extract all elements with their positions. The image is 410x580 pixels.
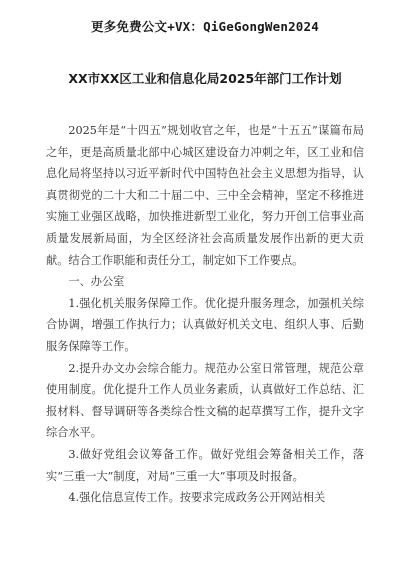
section-heading-office: 一、办公室 (68, 275, 125, 289)
promo-header: 更多免费公文+VX：QiGeGongWen2024 (91, 19, 319, 34)
list-item: 1.强化机关服务保障工作。优化提升服务理念，加强机关综合协调，增强工作执行力；认真做好机关文电、组织人事、后勤服务保障等工作。 (46, 296, 364, 353)
document-title: XX市XX区工业和信息化局2025年部门工作计划 (68, 71, 342, 86)
list-item: 3.做好党组会议筹备工作。做好党组会筹备相关工作，落实“三重一大”制度，对局“三重一大”事项及时报备。 (46, 447, 364, 483)
list-item: 4.强化信息宣传工作。按要求完成政务公开网站相关 (68, 491, 326, 505)
intro-paragraph: 2025年是“十四五”规划收官之年，也是“十五五”谋篇布局之年，更是高质量北部中心城区建设奋力冲刺之年，区工业和信息化局将坚持以习近平新时代中国特色社会主义思想为指导，认真贯彻党的二十大和二十届二中、三中全会精神，坚定不移推进实施工业强区战略，加快推进新型工业化，努力开创工信事业高质量发展新局面，为全区经济社会高质量发展作出新的更大贡献。结合工作职能和责任分工，制定如下工作要点。 (46, 124, 364, 267)
list-item: 2.提升办文办会综合能力。规范办公室日常管理，规范公章使用制度。优化提升工作人员业务素质，认真做好工作总结、汇报材料、督导调研等各类综合性文稿的起草撰写工作，提升文字综合水平。 (46, 361, 364, 440)
document-body (46, 120, 364, 509)
